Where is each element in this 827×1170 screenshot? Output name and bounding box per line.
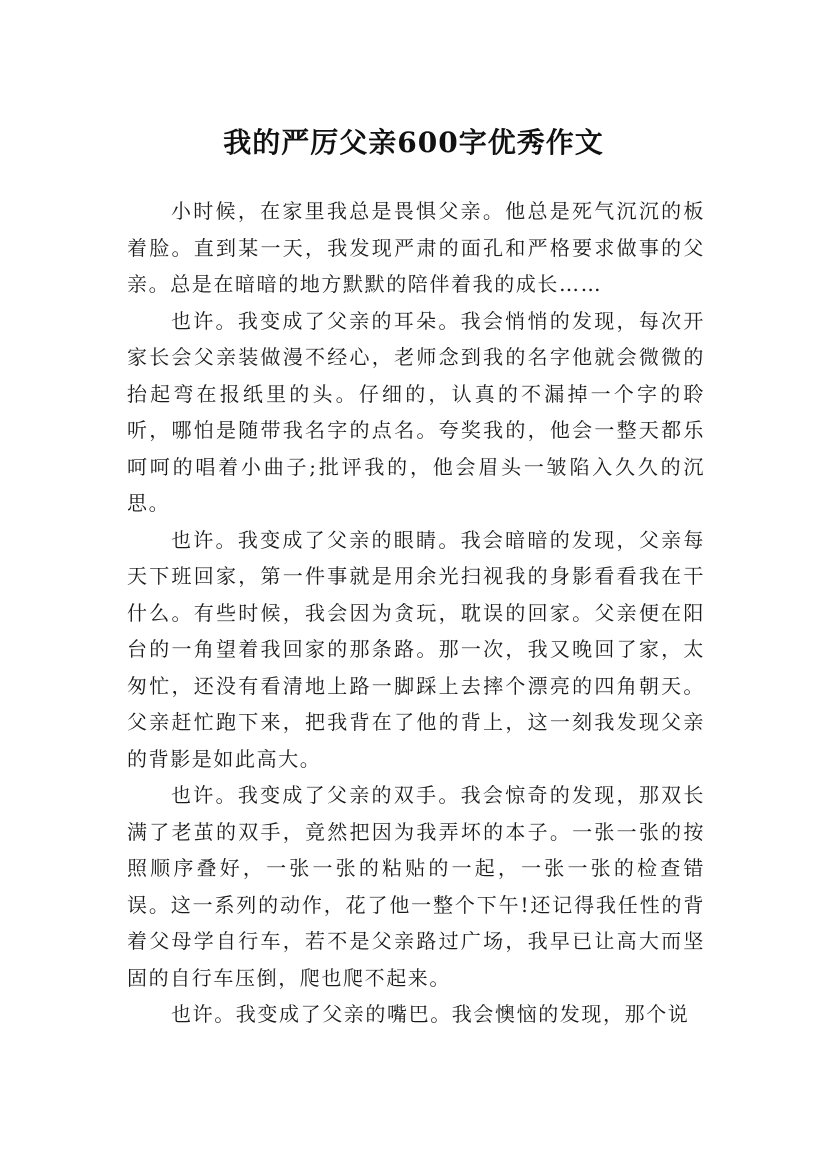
- paragraph: 也许。我变成了父亲的耳朵。我会悄悄的发现，每次开家长会父亲装做漫不经心，老师念到我的名字他就会微微的抬起弯在报纸里的头。仔细的，认真的不漏掉一个字的聆听，哪怕是随带我名字的点名。夸奖我的，他会一整天都乐呵呵的唱着小曲子;批评我的，他会眉头一皱陷入久久的沉思。: [127, 308, 705, 515]
- paragraph: 也许。我变成了父亲的嘴巴。我会懊恼的发现，那个说: [171, 1002, 690, 1026]
- paragraph: 也许。我变成了父亲的眼睛。我会暗暗的发现，父亲每天下班回家，第一件事就是用余光扫视我的身影看看我在干什么。有些时候，我会因为贪玩，耽误的回家。父亲便在阳台的一角望着我回家的那条路。那一次，我又晚回了家，太匆忙，还没有看清地上路一脚踩上去摔个漂亮的四角朝天。父亲赶忙跑下来，把我背在了他的背上，这一刻我发现父亲的背影是如此高大。: [127, 527, 705, 771]
- document-body: [127, 193, 705, 1033]
- paragraph: 也许。我变成了父亲的双手。我会惊奇的发现，那双长满了老茧的双手，竟然把因为我弄坏的本子。一张一张的按照顺序叠好，一张一张的粘贴的一起，一张一张的检查错误。这一系列的动作，花了他一整个下午!还记得我任性的背着父母学自行车，若不是父亲路过广场，我早已让高大而坚固的自行车压倒，爬也爬不起来。: [127, 783, 705, 990]
- paragraph: 小时候，在家里我总是畏惧父亲。他总是死气沉沉的板着脸。直到某一天，我发现严肃的面孔和严格要求做事的父亲。总是在暗暗的地方默默的陪伴着我的成长……: [127, 199, 705, 296]
- document-title: 我的严厉父亲600字优秀作文: [223, 125, 604, 159]
